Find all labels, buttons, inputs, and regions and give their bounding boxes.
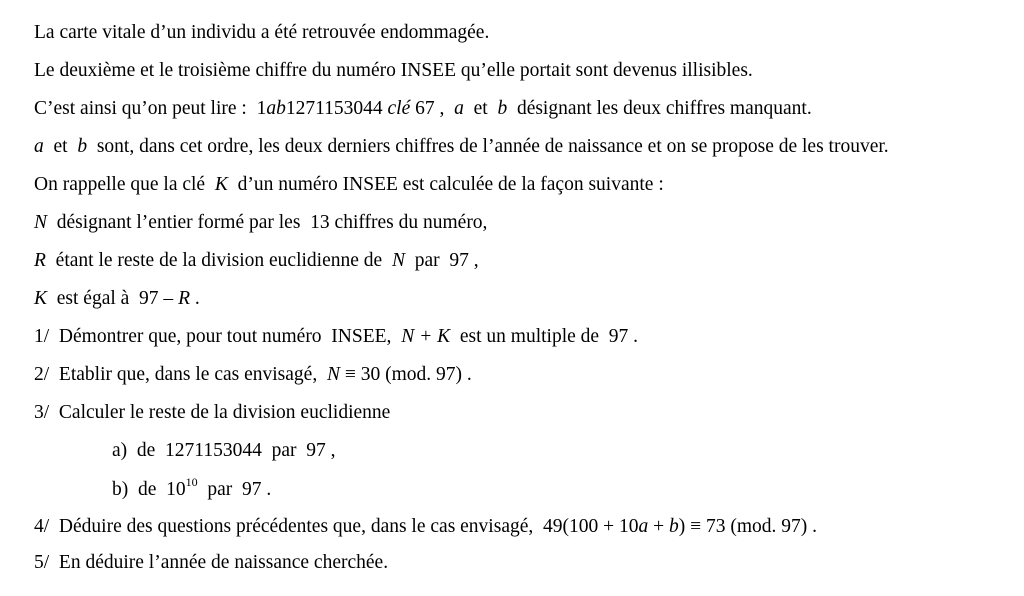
line7-rest: par 97 , (404, 250, 479, 271)
q2-text: 2/ Etablir que, dans le cas envisagé, (34, 364, 327, 385)
question-3b (112, 475, 272, 502)
q4-text: 4/ Déduire des questions précédentes que, dans le cas envisagé, 49(100 + 10 (34, 516, 639, 537)
line3-suffix: désignant les deux chiffres manquant. (507, 98, 812, 119)
var-b: b (497, 98, 508, 119)
q4-rest: ) ≡ 73 (mod. 97) . (678, 516, 818, 537)
line-key-def (34, 173, 664, 197)
q3b-prefix: b) de 10 (112, 479, 186, 500)
question-2 (34, 363, 472, 387)
var-k: K (214, 174, 228, 195)
q3b-exponent: 10 (185, 475, 198, 489)
line-insee-number (34, 97, 812, 121)
question-5: 5/ En déduire l’année de naissance cherchée. (34, 552, 389, 573)
var-a: a (638, 516, 649, 537)
digit-a: a (266, 98, 277, 119)
line5-rest: d’un numéro INSEE est calculée de la façon suivante : (227, 174, 664, 195)
line-birth-year (34, 135, 889, 159)
q1-rest: est un multiple de 97 . (450, 326, 639, 347)
line-illegible: Le deuxième et le troisième chiffre du numéro INSEE qu’elle portait sont devenus illisibles. (34, 60, 753, 81)
question-1 (34, 325, 638, 349)
var-k: K (34, 288, 48, 309)
line-n-def (34, 211, 487, 235)
q1-text: 1/ Démontrer que, pour tout numéro INSEE, (34, 326, 402, 347)
var-r: R (34, 250, 46, 271)
cle-label: clé (387, 98, 411, 119)
line5-text: On rappelle que la clé (34, 174, 215, 195)
var-b: b (669, 516, 679, 537)
line6-rest: désignant l’entier formé par les 13 chiffres du numéro, (47, 212, 488, 233)
question-3a: a) de 1271153044 par 97 , (112, 440, 336, 461)
question-4 (34, 515, 817, 539)
q2-rest: ≡ 30 (mod. 97) . (339, 364, 472, 385)
et-text: et (43, 136, 78, 157)
line8-text: est égal à 97 – (47, 288, 179, 309)
var-n: N (391, 250, 405, 271)
insee-digits: 1271153044 (285, 98, 388, 119)
line7-text: étant le reste de la division euclidienne de (45, 250, 392, 271)
et-text: et (463, 98, 498, 119)
q3b-suffix: par 97 . (197, 479, 272, 500)
line8-rest: . (189, 288, 200, 309)
var-a: a (454, 98, 464, 119)
line4-rest: sont, dans cet ordre, les deux derniers chiffres de l’année de naissance et on se propose de les trouver. (87, 136, 889, 157)
line3-prefix: C’est ainsi qu’on peut lire : 1 (34, 98, 267, 119)
var-r: R (178, 288, 190, 309)
line-intro: La carte vitale d’un individu a été retrouvée endommagée. (34, 22, 490, 43)
digit-b: b (276, 98, 286, 119)
line-r-def (34, 249, 479, 273)
key-value: 67 , (410, 98, 455, 119)
question-3: 3/ Calculer le reste de la division euclidienne (34, 402, 391, 423)
line-k-def (34, 287, 200, 311)
var-b: b (77, 136, 88, 157)
var-n: N (34, 212, 48, 233)
q1-expr: N + K (401, 326, 451, 347)
var-a: a (34, 136, 44, 157)
q4-plus: + (648, 516, 669, 537)
var-n: N (326, 364, 340, 385)
